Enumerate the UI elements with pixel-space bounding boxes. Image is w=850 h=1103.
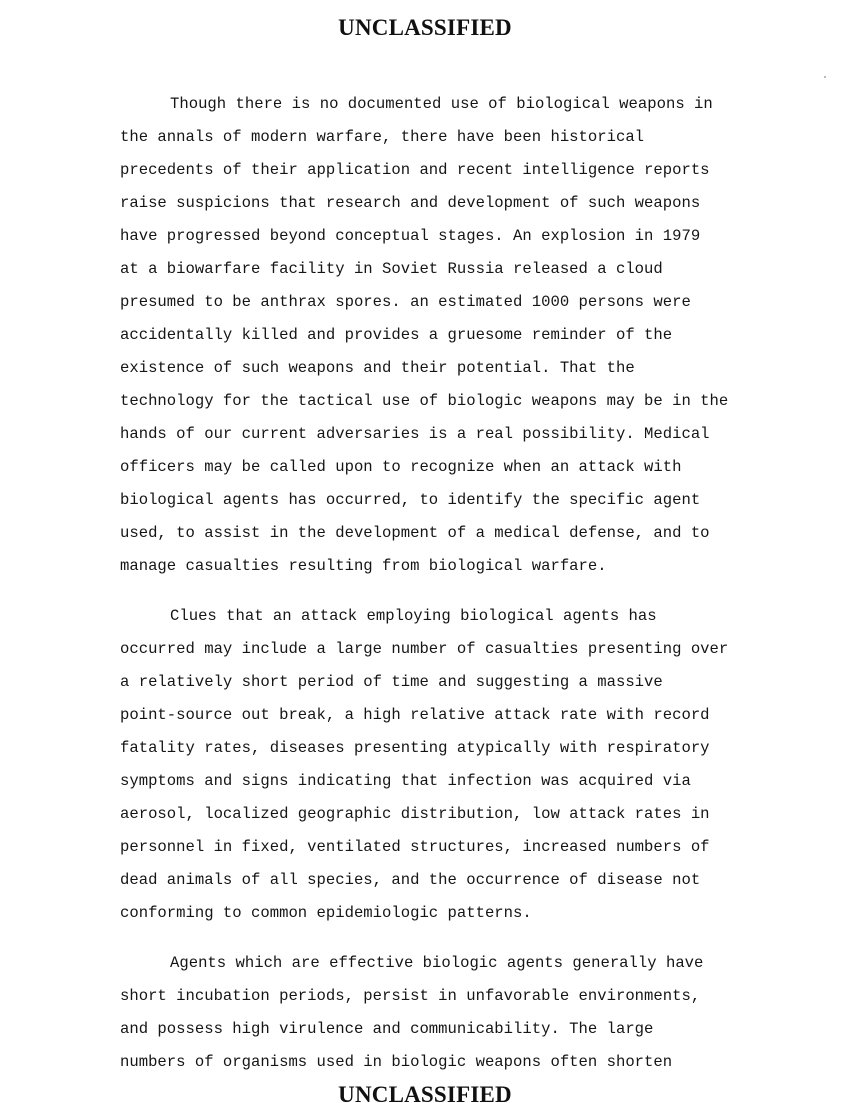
paragraph-3	[120, 947, 780, 1079]
text-line: a relatively short period of time and suggesting a massive	[120, 673, 663, 691]
text-line: biological agents has occurred, to identify the specific agent	[120, 491, 701, 509]
text-line: personnel in fixed, ventilated structures, increased numbers of	[120, 838, 710, 856]
text-line: manage casualties resulting from biological warfare.	[120, 557, 607, 575]
classification-footer: UNCLASSIFIED	[338, 1082, 512, 1103]
text-line: have progressed beyond conceptual stages. An explosion in 1979	[120, 227, 701, 245]
text-line: numbers of organisms used in biologic weapons often shorten	[120, 1053, 673, 1071]
text-line: dead animals of all species, and the occurrence of disease not	[120, 871, 701, 889]
paragraph-1	[120, 88, 780, 583]
paragraph-2	[120, 600, 780, 930]
text-line: presumed to be anthrax spores. an estimated 1000 persons were	[120, 293, 691, 311]
text-line: occurred may include a large number of casualties presenting over	[120, 640, 729, 658]
text-line: and possess high virulence and communicability. The large	[120, 1020, 654, 1038]
text-line: raise suspicions that research and development of such weapons	[120, 194, 701, 212]
text-line: Though there is no documented use of biological weapons in	[170, 95, 713, 113]
text-line: Agents which are effective biologic agents generally have	[170, 954, 704, 972]
document-body	[120, 88, 780, 1096]
text-line: symptoms and signs indicating that infection was acquired via	[120, 772, 691, 790]
text-line: at a biowarfare facility in Soviet Russia released a cloud	[120, 260, 663, 278]
text-line: technology for the tactical use of biologic weapons may be in the	[120, 392, 729, 410]
text-line: accidentally killed and provides a gruesome reminder of the	[120, 326, 673, 344]
text-line: existence of such weapons and their potential. That the	[120, 359, 635, 377]
scan-speck	[824, 76, 826, 78]
text-line: point-source out break, a high relative attack rate with record	[120, 706, 710, 724]
text-line: short incubation periods, persist in unfavorable environments,	[120, 987, 701, 1005]
classification-header: UNCLASSIFIED	[338, 15, 512, 40]
text-line: fatality rates, diseases presenting atypically with respiratory	[120, 739, 710, 757]
text-line: hands of our current adversaries is a real possibility. Medical	[120, 425, 710, 443]
text-line: precedents of their application and recent intelligence reports	[120, 161, 710, 179]
text-line: the annals of modern warfare, there have been historical	[120, 128, 645, 146]
text-line: officers may be called upon to recognize when an attack with	[120, 458, 682, 476]
text-line: used, to assist in the development of a medical defense, and to	[120, 524, 710, 542]
text-line: aerosol, localized geographic distribution, low attack rates in	[120, 805, 710, 823]
text-line: conforming to common epidemiologic patterns.	[120, 904, 532, 922]
text-line: Clues that an attack employing biological agents has	[170, 607, 657, 625]
